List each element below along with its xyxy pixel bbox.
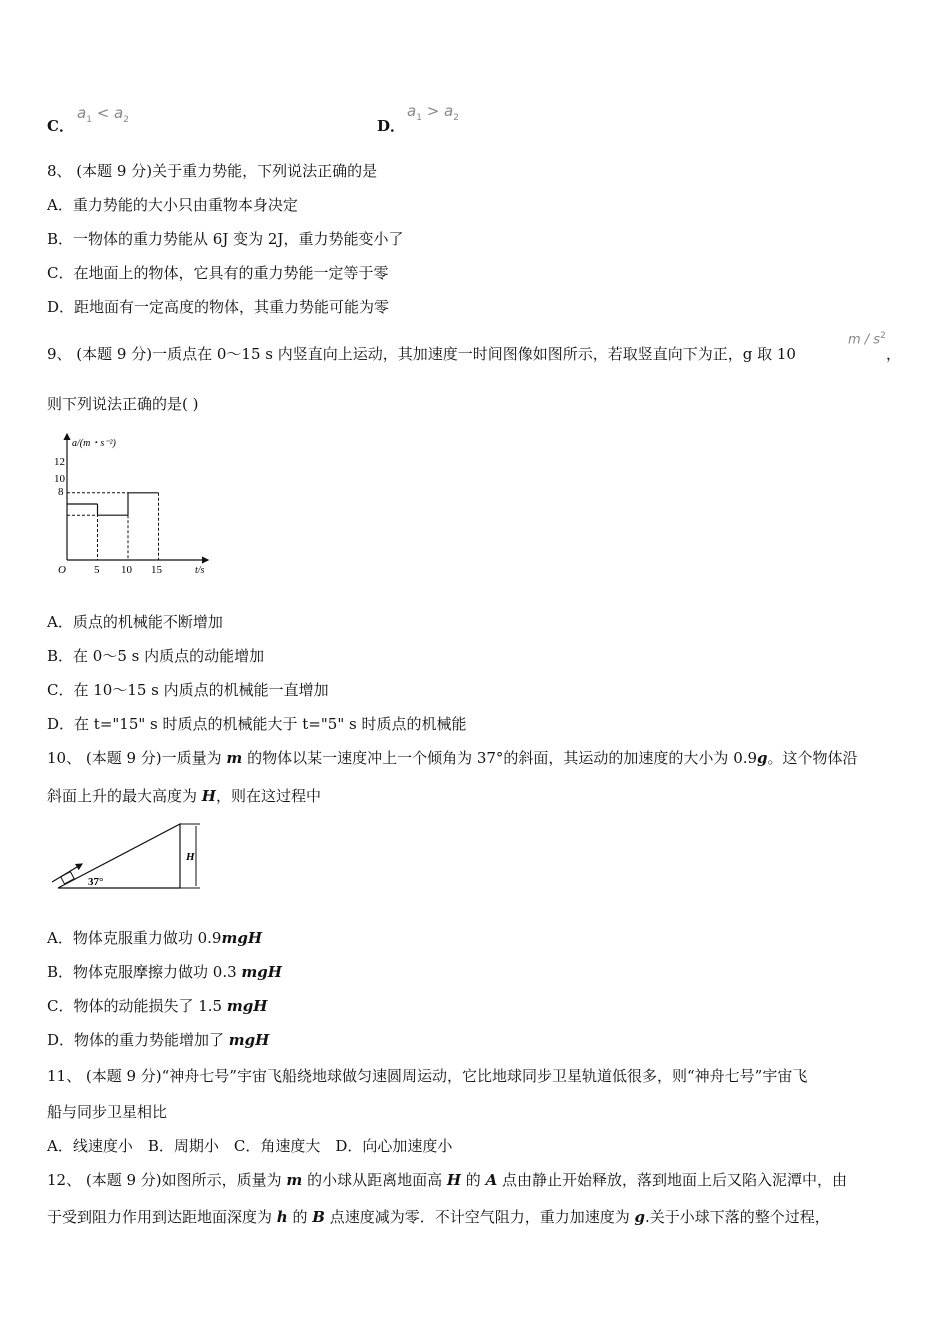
q10-option-a: A．物体克服重力做功 0.9mgH <box>47 929 263 947</box>
q8-option-d: D．距地面有一定高度的物体，其重力势能可能为零 <box>47 298 390 316</box>
x-tick-10: 10 <box>121 564 132 576</box>
q10-option-b: B．物体克服摩擦力做功 0.3 mgH <box>47 963 282 981</box>
q10-option-c: C．物体的动能损失了 1.5 mgH <box>47 997 268 1015</box>
q9-acceleration-time-graph <box>50 430 220 580</box>
q9-stem-comma: ， <box>886 345 902 363</box>
x-axis-label: t/s <box>195 565 205 576</box>
y-tick-12: 12 <box>54 456 65 468</box>
q11-options: A．线速度小 B．周期小 C．角速度大 D．向心加速度小 <box>47 1137 453 1155</box>
y-axis-label: a/(m・s⁻²) <box>72 438 116 449</box>
y-tick-10: 10 <box>54 473 65 485</box>
q10-stem-line1: 10、 (本题 9 分)一质量为 m 的物体以某一速度冲上一个倾角为 37°的斜面，其运动的加速度的大小为 0.9g。这个物体沿 <box>47 749 858 767</box>
q10-stem-line2: 斜面上升的最大高度为 H，则在这过程中 <box>47 787 321 805</box>
q7-option-c-label: C． <box>47 117 74 135</box>
origin-label: O <box>58 564 66 576</box>
q12-stem-line2: 于受到阻力作用到达距地面深度为 h 的 B 点速度减为零．不计空气阻力，重力加速度为 g.关于小球下落的整个过程， <box>47 1208 830 1226</box>
q9-unit: m / $s^2$ <box>848 331 886 348</box>
q9-option-c: C．在 10～15 s 内质点的机械能一直增加 <box>47 681 329 699</box>
height-label: H <box>186 851 195 863</box>
q11-stem-line1: 11、 (本题 9 分)“神舟七号”宇宙飞船绕地球做匀速圆周运动，它比地球同步卫星轨道低很多，则“神舟七号”宇宙飞 <box>47 1067 808 1085</box>
q7-option-c-expression: $a_1 < a_2$ <box>77 104 129 125</box>
q12-stem-line1: 12、 (本题 9 分)如图所示，质量为 m 的小球从距离地面高 H 的 A 点由静止开始释放，落到地面上后又陷入泥潭中，由 <box>47 1171 847 1189</box>
q8-option-a: A．重力势能的大小只由重物本身决定 <box>47 196 298 214</box>
q8-stem: 8、 (本题 9 分)关于重力势能，下列说法正确的是 <box>47 162 378 180</box>
q9-stem-line2: 则下列说法正确的是( ) <box>47 395 199 413</box>
q9-option-b: B．在 0～5 s 内质点的动能增加 <box>47 647 265 665</box>
q10-option-d: D．物体的重力势能增加了 mgH <box>47 1031 270 1049</box>
x-tick-15: 15 <box>151 564 162 576</box>
q7-option-d-label: D． <box>377 117 406 135</box>
q7-option-d-expression: $a_1 > a_2$ <box>407 102 459 123</box>
q9-option-a: A．质点的机械能不断增加 <box>47 613 223 631</box>
block <box>61 872 74 884</box>
q9-option-d: D．在 t="15" s 时质点的机械能大于 t="5" s 时质点的机械能 <box>47 715 467 733</box>
q10-incline-figure <box>48 818 213 894</box>
y-tick-8: 8 <box>58 486 64 498</box>
q8-option-b: B．一物体的重力势能从 6J 变为 2J，重力势能变小了 <box>47 230 404 248</box>
incline-triangle <box>58 824 180 888</box>
q9-stem-line1: 9、 (本题 9 分)一质点在 0～15 s 内竖直向上运动，其加速度一时间图像如图所示，若取竖直向下为正，g 取 10 <box>47 345 796 363</box>
x-tick-5: 5 <box>94 564 100 576</box>
angle-label: 37° <box>88 876 104 888</box>
q11-stem-line2: 船与同步卫星相比 <box>47 1103 168 1121</box>
q8-option-c: C．在地面上的物体，它具有的重力势能一定等于零 <box>47 264 389 282</box>
